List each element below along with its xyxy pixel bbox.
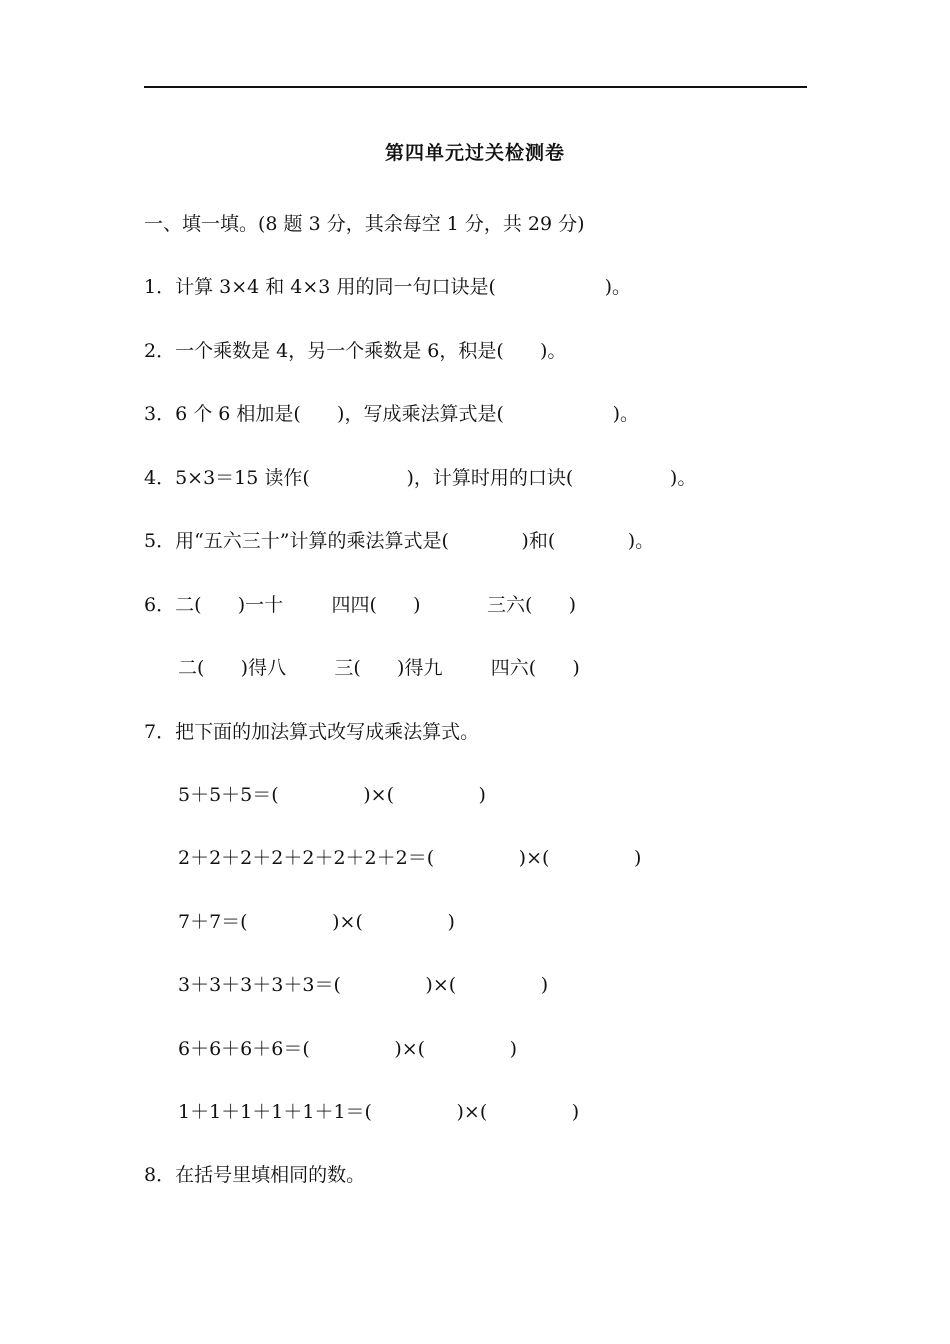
header-rule (144, 86, 807, 88)
section-heading: 一、填一填。(8 题 3 分，其余每空 1 分，共 29 分) (144, 213, 585, 235)
question-8: 8．在括号里填相同的数。 (144, 1164, 366, 1186)
question-7-item-1: 5＋5＋5＝( )×( ) (178, 784, 486, 806)
question-7-item-3: 7＋7＝( )×( ) (178, 911, 455, 933)
question-6-row-2: 二( )得八 三( )得九 四六( ) (178, 657, 580, 679)
question-7-item-2: 2＋2＋2＋2＋2＋2＋2＋2＝( )×( ) (178, 847, 642, 869)
page-title: 第四单元过关检测卷 (384, 142, 565, 164)
question-6-row-1: 6．二( )一十 四四( ) 三六( ) (144, 594, 577, 616)
question-4: 4．5×3＝15 读作( )，计算时用的口诀( )。 (144, 467, 697, 489)
question-7-item-5: 6＋6＋6＋6＝( )×( ) (178, 1038, 518, 1060)
question-2: 2．一个乘数是 4，另一个乘数是 6，积是( )。 (144, 340, 567, 362)
question-7-item-4: 3＋3＋3＋3＋3＝( )×( ) (178, 974, 549, 996)
question-7: 7．把下面的加法算式改写成乘法算式。 (144, 721, 480, 743)
question-1: 1．计算 3×4 和 4×3 用的同一句口诀是( )。 (144, 276, 631, 298)
question-7-item-6: 1＋1＋1＋1＋1＋1＝( )×( ) (178, 1101, 580, 1123)
question-5: 5．用“五六三十”计算的乘法算式是( )和( )。 (144, 530, 655, 552)
question-3: 3．6 个 6 相加是( )，写成乘法算式是( )。 (144, 403, 639, 425)
